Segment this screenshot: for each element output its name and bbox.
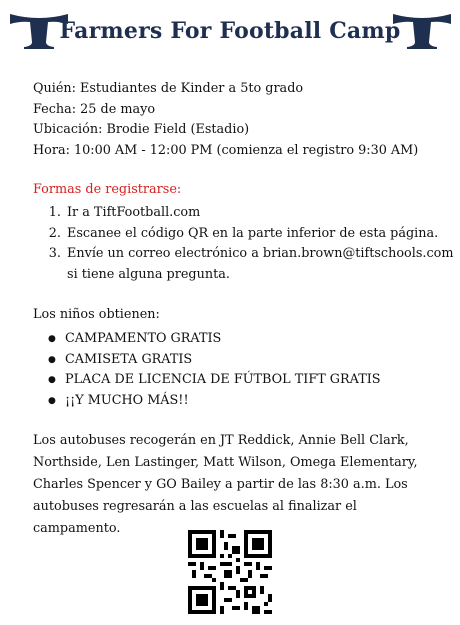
- bus-info: Los autobuses recogerán en JT Reddick, Annie Bell Clark, Northside, Len Lastinger, Matt Wilson, Omega Elementary, Charles Spencer y GO Bailey a partir de las 8:30 a.m. Los autobuses regresarán a las escuelas al finalizar el campamento.: [33, 433, 418, 536]
- page-title: Farmers For Football Camp: [59, 18, 401, 44]
- register-step: 3. Envíe un correo electrónico a brian.brown@tiftschools.com si tiene alguna pregunta.: [65, 244, 455, 285]
- info-who: Quién: Estudiantes de Kinder a 5to grado: [33, 81, 304, 96]
- camp-info: [33, 79, 418, 161]
- register-steps: [33, 203, 455, 285]
- perk-item: ● CAMISETA GRATIS: [65, 350, 381, 371]
- register-title: Formas de registrarse:: [33, 182, 182, 197]
- perks-title: Los niños obtienen:: [33, 307, 160, 322]
- info-date: Fecha: 25 de mayo: [33, 101, 156, 117]
- register-step: 2. Escanee el código QR en la parte inferior de esta página.: [65, 224, 455, 245]
- info-time: Hora: 10:00 AM - 12:00 PM (comienza el registro 9:30 AM): [33, 142, 419, 158]
- perks-list: [33, 329, 381, 411]
- perk-item: ● ¡¡Y MUCHO MÁS!!: [65, 391, 381, 412]
- qr-code-icon[interactable]: [188, 530, 272, 614]
- perk-item: ● PLACA DE LICENCIA DE FÚTBOL TIFT GRATIS: [65, 370, 381, 391]
- tift-logo-right-icon: [391, 12, 453, 50]
- perk-item: ● CAMPAMENTO GRATIS: [65, 329, 381, 350]
- register-step: 1. Ir a TiftFootball.com: [65, 203, 455, 224]
- info-location: Ubicación: Brodie Field (Estadio): [33, 122, 250, 137]
